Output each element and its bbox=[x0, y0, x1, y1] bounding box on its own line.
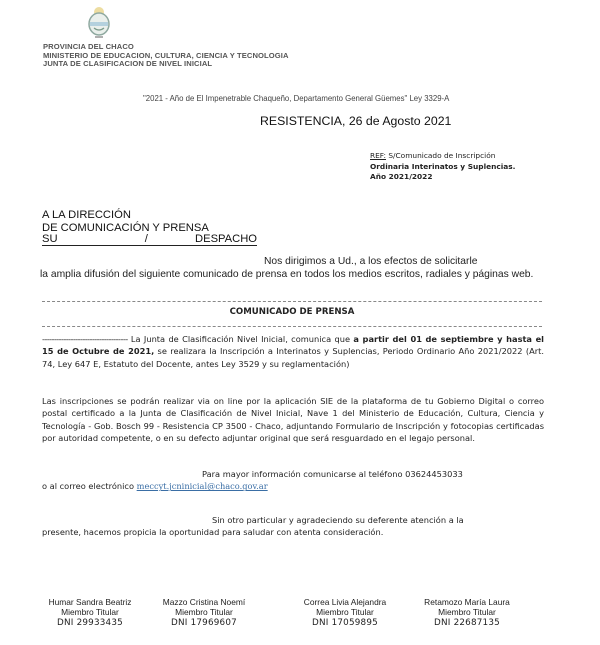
dashed-divider bbox=[42, 301, 542, 302]
signatory: Humar Sandra Beatriz Miembro Titular DNI 29933435 bbox=[48, 597, 132, 628]
signatory: Retamozo María Laura Miembro Titular DNI 22687135 bbox=[424, 597, 510, 628]
paragraph-contact: Para mayor información comunicarse al teléfono 03624453033 o al correo electrónico meccyt.jcninicial@chaco.gov.ar bbox=[42, 469, 463, 492]
place-date: RESISTENCIA, 26 de Agosto 2021 bbox=[260, 114, 452, 128]
addressee-line-2: DE COMUNICACIÓN Y PRENSA bbox=[42, 221, 209, 234]
provincial-coat-of-arms-icon bbox=[86, 4, 112, 40]
reference-line-3: Año 2021/2022 bbox=[370, 172, 433, 181]
reference-block bbox=[370, 151, 516, 183]
letterhead bbox=[43, 43, 289, 69]
addressee bbox=[42, 209, 257, 246]
signatory: Mazzo Cristina Noemí Miembro Titular DNI 17969607 bbox=[162, 597, 246, 628]
letterhead-province: PROVINCIA DEL CHACO bbox=[43, 42, 134, 51]
signatory: Correa Livia Alejandra Miembro Titular DNI 17059895 bbox=[303, 597, 387, 628]
email-link[interactable]: meccyt.jcninicial@chaco.gov.ar bbox=[136, 481, 268, 492]
intro-paragraph: Nos dirigimos a Ud., a los efectos de solicitarle la amplia difusión del siguiente comunicado de prensa en todos los medios escritos, radiales y páginas web. bbox=[40, 256, 534, 280]
reference-label: REF: bbox=[370, 151, 386, 160]
paragraph-registration: Las inscripciones se podrán realizar via on line por la aplicación SIE de la plataforma de tu Gobierno Digital o correo postal certificado a la Junta de Clasificación de Nivel Inicial, Nave 1 del Ministerio de Educación, Cultura, Ciencia y Tecnología - Gob. Bosch 99 - Resistencia CP 3500 - Chaco, adjuntando Formulario de Inscripción y fotocopias certificadas por autoridad competente, o en su defecto adjuntar original que será resguardado en el legajo personal. bbox=[42, 396, 544, 443]
su-despacho: SU / DESPACHO bbox=[42, 233, 257, 245]
reference-line-1: REF: S/Comunicado de Inscripción bbox=[370, 151, 496, 160]
paragraph-closing: Sin otro particular y agradeciendo su deferente atención a la presente, hacemos propicia la oportunidad para saludar con atenta consideración. bbox=[42, 515, 464, 538]
year-motto: "2021 - Año de El Impenetrable Chaqueño, Departamento General Güemes" Ley 3329-A bbox=[143, 94, 450, 103]
letterhead-board: JUNTA DE CLASIFICACION DE NIVEL INICIAL bbox=[43, 59, 213, 69]
letterhead-ministry: MINISTERIO DE EDUCACION, CULTURA, CIENCIA Y TECNOLOGIA bbox=[43, 50, 289, 60]
paragraph-announcement: ------------------------------------ La Junta de Clasificación Nivel Inicial, comunica que a partir del 01 de septiembre y hasta el 15 de Octubre de 2021, se realizara la Inscripción a Interinatos y Suplencias, Periodo Ordinario Año 2021/2022 (Art. 74, Ley 647 E, Estatuto del Docente, antes Ley 3529 y su reglamentación) bbox=[42, 334, 545, 369]
reference-line-2: Ordinaria Interinatos y Suplencias. bbox=[370, 161, 516, 171]
dashed-divider bbox=[42, 326, 542, 327]
addressee-line-1: A LA DIRECCIÓN bbox=[42, 209, 131, 221]
comunicado-title: COMUNICADO DE PRENSA bbox=[229, 307, 355, 317]
